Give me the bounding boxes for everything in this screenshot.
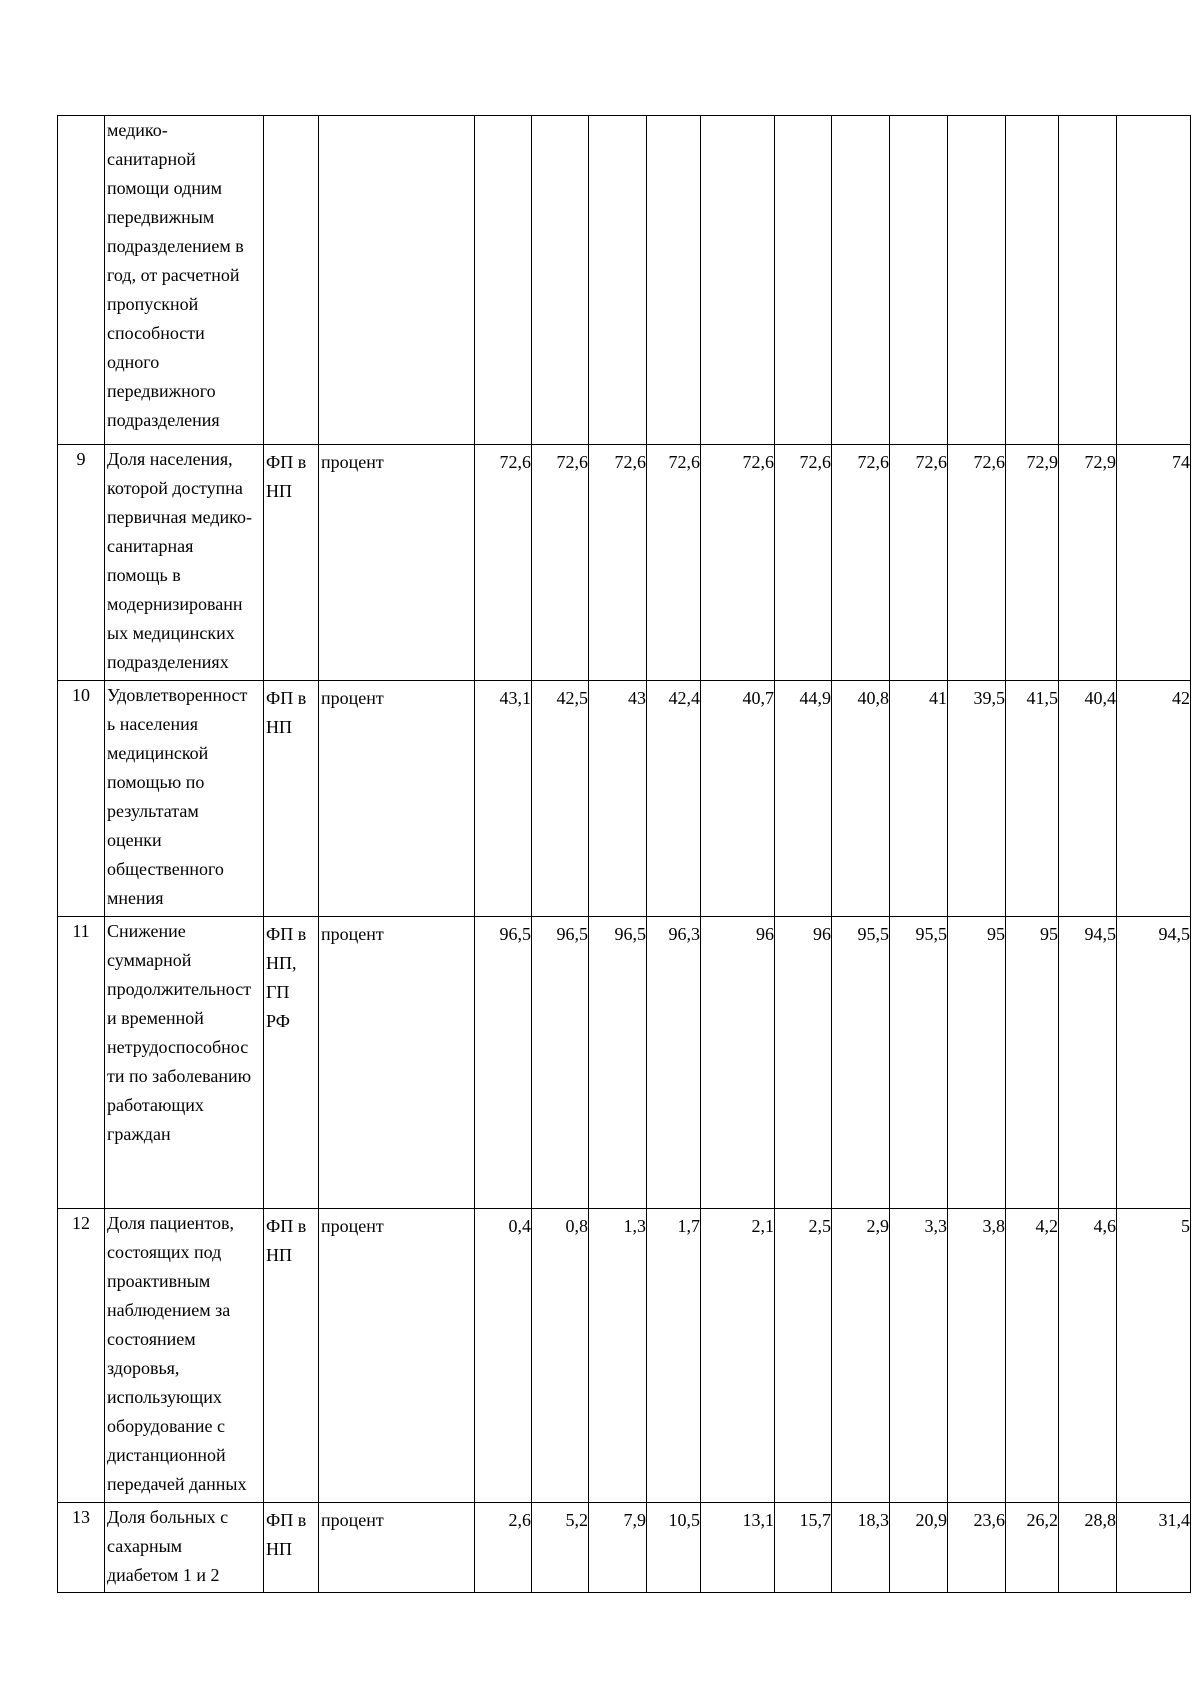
value-cell: 28,8 [1059,1503,1117,1593]
value-cell: 94,5 [1117,917,1191,1209]
table-row [58,445,1191,681]
value-cell: 3,3 [890,1209,948,1503]
value-cell: 96,5 [532,917,589,1209]
value-cell: 40,8 [832,681,890,917]
value-cell: 72,6 [532,445,589,681]
value-cell: 72,6 [475,445,532,681]
indicator-name-cell [105,681,264,917]
value-cell [1117,116,1191,445]
unit: процент [321,688,384,708]
indicator-type-cell [264,1209,319,1503]
unit-cell [319,445,475,681]
value-cell: 1,3 [589,1209,647,1503]
indicator-type-cell [264,1503,319,1593]
unit-cell [319,116,475,445]
value-cell: 2,9 [832,1209,890,1503]
indicator-name: Доля пациентов, состоящих под проактивным наблюдением за состоянием здоровья, использующих оборудование с дистанционной передачей данных [107,1213,247,1494]
value-cell: 5,2 [532,1503,589,1593]
table-row [58,917,1191,1209]
indicator-name: Снижение суммарной продолжительност и временной нетрудоспособнос ти по заболеванию работающих граждан [107,921,252,1144]
value-cell: 26,2 [1006,1503,1059,1593]
value-cell: 18,3 [832,1503,890,1593]
row-number-cell: 11 [58,917,105,1209]
value-cell: 72,9 [1059,445,1117,681]
value-cell: 43 [589,681,647,917]
indicator-name-cell [105,445,264,681]
value-cell: 5 [1117,1209,1191,1503]
value-cell: 10,5 [647,1503,701,1593]
unit: процент [321,924,384,944]
unit: процент [321,1510,384,1530]
value-cell: 96,5 [475,917,532,1209]
value-cell: 42,5 [532,681,589,917]
value-cell: 96,5 [589,917,647,1209]
value-cell: 72,6 [701,445,775,681]
indicator-name-cell [105,116,264,445]
value-cell: 2,1 [701,1209,775,1503]
value-cell: 0,8 [532,1209,589,1503]
value-cell: 72,6 [589,445,647,681]
value-cell [775,116,832,445]
value-cell: 94,5 [1059,917,1117,1209]
value-cell: 44,9 [775,681,832,917]
value-cell: 15,7 [775,1503,832,1593]
value-cell: 2,6 [475,1503,532,1593]
value-cell: 72,6 [775,445,832,681]
table-row-continuation [58,116,1191,445]
value-cell [1006,116,1059,445]
row-number-cell: 9 [58,445,105,681]
indicator-type: ФП в НП [266,688,307,737]
value-cell [1059,116,1117,445]
row-number-cell [58,116,105,445]
value-cell: 41 [890,681,948,917]
indicator-name-cell [105,917,264,1209]
type-cell [264,116,319,445]
indicator-name: медико- санитарной помощи одним передвижным подразделением в год, от расчетной пропускной способности одного передвижного подразделения [107,120,244,430]
value-cell: 40,7 [701,681,775,917]
table-row [58,681,1191,917]
value-cell: 4,2 [1006,1209,1059,1503]
indicator-table [57,115,1191,1593]
value-cell: 96 [701,917,775,1209]
row-number-cell: 10 [58,681,105,917]
value-cell [890,116,948,445]
value-cell: 23,6 [948,1503,1006,1593]
row-number-cell: 13 [58,1503,105,1593]
value-cell: 95 [948,917,1006,1209]
value-cell [532,116,589,445]
value-cell: 0,4 [475,1209,532,1503]
value-cell: 42,4 [647,681,701,917]
value-cell [701,116,775,445]
value-cell [589,116,647,445]
value-cell: 7,9 [589,1503,647,1593]
value-cell: 31,4 [1117,1503,1191,1593]
value-cell: 74 [1117,445,1191,681]
value-cell: 72,6 [647,445,701,681]
value-cell: 96,3 [647,917,701,1209]
indicator-type-cell [264,445,319,681]
value-cell: 40,4 [1059,681,1117,917]
value-cell [832,116,890,445]
value-cell: 41,5 [1006,681,1059,917]
row-number-cell: 12 [58,1209,105,1503]
indicator-name-cell [105,1503,264,1593]
value-cell: 95 [1006,917,1059,1209]
value-cell: 39,5 [948,681,1006,917]
indicator-name: Удовлетворенност ь населения медицинской помощью по результатам оценки общественного мнения [107,685,248,908]
indicator-type: ФП в НП [266,1216,307,1265]
value-cell: 2,5 [775,1209,832,1503]
value-cell: 72,6 [948,445,1006,681]
value-cell: 72,9 [1006,445,1059,681]
indicator-name: Доля больных с сахарным диабетом 1 и 2 [107,1507,229,1585]
unit: процент [321,452,384,472]
table-row [58,1503,1191,1593]
value-cell: 96 [775,917,832,1209]
indicator-type: ФП в НП [266,1510,307,1559]
table-row [58,1209,1191,1503]
value-cell: 3,8 [948,1209,1006,1503]
value-cell: 72,6 [832,445,890,681]
unit-cell [319,1503,475,1593]
indicator-type: ФП в НП, ГП РФ [266,924,307,1031]
unit: процент [321,1216,384,1236]
value-cell [475,116,532,445]
unit-cell [319,1209,475,1503]
indicator-type-cell [264,681,319,917]
value-cell: 72,6 [890,445,948,681]
indicator-name: Доля населения, которой доступна первичная медико- санитарная помощь в модернизированн ых медицинских подразделениях [107,449,252,672]
value-cell [948,116,1006,445]
value-cell: 43,1 [475,681,532,917]
value-cell: 95,5 [890,917,948,1209]
indicator-type: ФП в НП [266,452,307,501]
value-cell: 20,9 [890,1503,948,1593]
indicator-name-cell [105,1209,264,1503]
value-cell: 42 [1117,681,1191,917]
indicator-type-cell [264,917,319,1209]
unit-cell [319,917,475,1209]
value-cell: 13,1 [701,1503,775,1593]
value-cell: 1,7 [647,1209,701,1503]
unit-cell [319,681,475,917]
value-cell [647,116,701,445]
value-cell: 95,5 [832,917,890,1209]
value-cell: 4,6 [1059,1209,1117,1503]
